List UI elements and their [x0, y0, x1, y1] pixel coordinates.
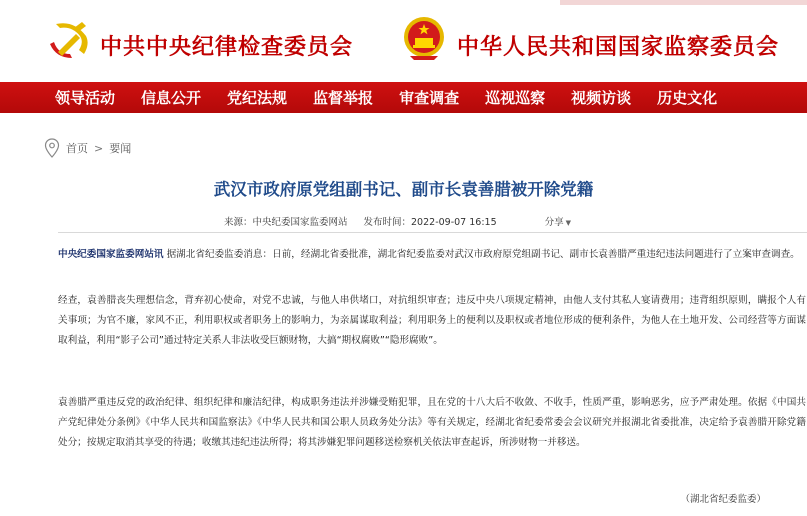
nav-item-reporting[interactable]: 监督举报: [313, 89, 374, 107]
article-paragraph-2: 经查，袁善腊丧失理想信念，背弃初心使命，对党不忠诚，与他人串供堵口，对抗组织审查；违反中央八项规定精神，由他人支付其私人宴请费用；违背组织原则，瞒报个人有关事项；为官不廉，家风不正，利用职权或者职务上的影响力，为亲属谋取利益；利用职务上的便利以及职权或者地位形成的便利条件，为他人在土地开发、公司经营等方面谋取利益，利用“影子公司”通过特定关系人非法收受巨额财物，大搞“期权腐败”“隐形腐败”。: [58, 295, 806, 346]
article-attribution: （湖北省纪委监委）: [680, 494, 766, 505]
breadcrumb-home[interactable]: 首页: [66, 142, 88, 155]
chevron-down-icon: ▼: [565, 219, 572, 227]
nav-item-regulations[interactable]: 党纪法规: [227, 89, 288, 107]
article-date: 发布时间：2022-09-07 16:15: [363, 217, 497, 228]
article-paragraph-1: [58, 245, 806, 265]
breadcrumb-current[interactable]: 要闻: [109, 142, 132, 155]
nav-item-leadership[interactable]: 领导活动: [55, 89, 116, 107]
share-button[interactable]: [545, 214, 571, 228]
title-divider: [58, 232, 807, 233]
article-source: 来源：中央纪委国家监委网站: [224, 217, 348, 228]
paragraph-1-body: 据湖北省纪委监委消息：日前，经湖北省委批准，湖北省纪委监委对武汉市政府原党组副书记、副市长袁善腊严重违纪违法问题进行了立案审查调查。: [163, 249, 800, 260]
cpc-ccdi-title[interactable]: 中共中央纪律检查委员会: [100, 34, 354, 60]
nav-item-investigation[interactable]: 审查调查: [399, 89, 460, 107]
location-pin-icon: [44, 138, 60, 158]
party-emblem-icon[interactable]: [46, 14, 94, 62]
nav-item-disclosure[interactable]: 信息公开: [141, 89, 202, 107]
breadcrumb-separator: >: [94, 141, 104, 155]
article-paragraph-3: 袁善腊严重违反党的政治纪律、组织纪律和廉洁纪律，构成职务违法并涉嫌受贿犯罪，且在党的十八大后不收敛、不收手，性质严重，影响恶劣，应予严肃处理。依据《中国共产党纪律处分条例》《中华人民共和国监察法》《中华人民共和国公职人员政务处分法》等有关规定，经湖北省纪委常委会会议研究并报湖北省委批准，决定给予袁善腊开除党籍处分；按规定取消其享受的待遇；收缴其违纪违法所得；将其涉嫌犯罪问题移送检察机关依法审查起诉，所涉财物一并移送。: [58, 397, 806, 448]
main-nav: [0, 82, 807, 113]
breadcrumb: [44, 138, 131, 158]
article-meta: [224, 214, 571, 228]
nav-item-inspection[interactable]: 巡视巡察: [485, 89, 546, 107]
article-title: 武汉市政府原党组副书记、副市长袁善腊被开除党籍: [213, 180, 594, 199]
paragraph-lead: 中央纪委国家监委网站讯: [58, 249, 164, 260]
site-header: [0, 0, 807, 82]
nsc-title[interactable]: 中华人民共和国国家监察委员会: [457, 34, 780, 60]
nav-item-history[interactable]: 历史文化: [657, 89, 718, 107]
top-accent-stripe: [560, 0, 807, 5]
share-label: 分享: [544, 217, 564, 228]
nav-item-video[interactable]: 视频访谈: [571, 89, 632, 107]
national-emblem-icon[interactable]: [400, 14, 448, 62]
